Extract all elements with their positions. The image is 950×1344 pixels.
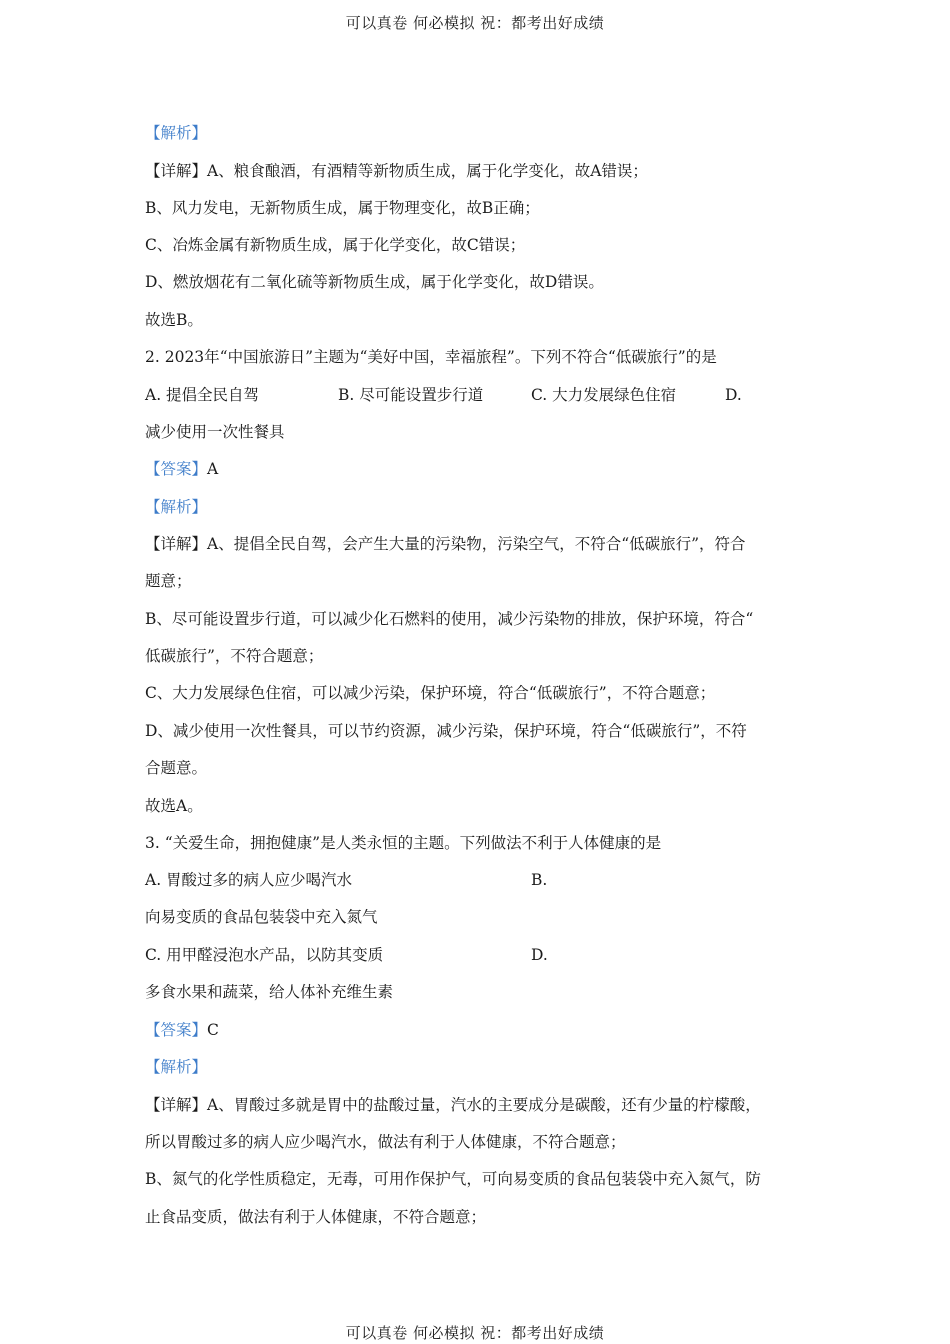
detail-line — [145, 533, 810, 555]
option-a: A. 提倡全民自驾 — [145, 386, 260, 404]
page-header: 可以真卷 何必模拟 祝：都考出好成绩 — [345, 14, 605, 32]
option-d-text: 减少使用一次性餐具 — [145, 423, 285, 441]
detail-text: A、胃酸过多就是胃中的盐酸过量，汽水的主要成分是碳酸，还有少量的柠檬酸， — [207, 1096, 761, 1114]
detail-line: C、冶炼金属有新物质生成，属于化学变化，故C错误； — [145, 236, 526, 254]
question-3: 3. “关爱生命，拥抱健康”是人类永恒的主题。下列做法不利于人体健康的是 — [145, 834, 662, 852]
option-d: D. — [725, 386, 742, 404]
option-c: C. 大力发展绿色住宿 — [531, 386, 677, 404]
detail-tag: 【详解】 — [145, 162, 208, 180]
option-a: A. 胃酸过多的病人应少喝汽水 — [145, 871, 353, 889]
detail-line: 合题意。 — [145, 759, 208, 777]
detail-text: A、粮食酿酒，有酒精等新物质生成，属于化学变化，故A错误； — [207, 162, 648, 180]
option-b: B. 尽可能设置步行道 — [338, 386, 484, 404]
detail-line: 止食品变质，做法有利于人体健康，不符合题意； — [145, 1208, 487, 1226]
conclusion: 故选B。 — [145, 311, 203, 329]
option-b: B. — [531, 871, 548, 889]
detail-line: C、大力发展绿色住宿，可以减少污染，保护环境，符合“低碳旅行”，不符合题意； — [145, 684, 716, 702]
detail-line: 低碳旅行”，不符合题意； — [145, 647, 324, 665]
question-2: 2. 2023年“中国旅游日”主题为“美好中国，幸福旅程”。下列不符合“低碳旅行”的是 — [145, 348, 717, 366]
answer-tag: 【答案】 — [145, 1021, 208, 1039]
detail-line: D、减少使用一次性餐具，可以节约资源，减少污染，保护环境，符合“低碳旅行”，不符 — [145, 722, 747, 740]
answer-tag: 【答案】 — [145, 460, 208, 478]
conclusion: 故选A。 — [145, 797, 203, 815]
page-footer: 可以真卷 何必模拟 祝：都考出好成绩 — [345, 1324, 605, 1342]
option-b-text: 向易变质的食品包装袋中充入氮气 — [145, 908, 378, 926]
detail-line — [145, 160, 810, 182]
answer-value: A — [207, 460, 219, 478]
option-c: C. 用甲醛浸泡水产品，以防其变质 — [145, 946, 384, 964]
detail-line: B、风力发电，无新物质生成，属于物理变化，故B正确； — [145, 199, 540, 217]
option-d: D. — [531, 946, 548, 964]
detail-text: A、提倡全民自驾，会产生大量的污染物，污染空气，不符合“低碳旅行”，符合 — [207, 535, 746, 553]
analysis-tag: 【解析】 — [145, 498, 208, 516]
option-d-text: 多食水果和蔬菜，给人体补充维生素 — [145, 983, 394, 1001]
answer-line — [145, 458, 810, 480]
detail-line: 题意； — [145, 572, 192, 590]
analysis-tag: 【解析】 — [145, 124, 208, 142]
detail-line: B、氮气的化学性质稳定，无毒，可用作保护气，可向易变质的食品包装袋中充入氮气，防 — [145, 1170, 761, 1188]
detail-line: D、燃放烟花有二氧化硫等新物质生成，属于化学变化，故D错误。 — [145, 273, 604, 291]
detail-line — [145, 1094, 810, 1116]
detail-line: 所以胃酸过多的病人应少喝汽水，做法有利于人体健康，不符合题意； — [145, 1133, 626, 1151]
answer-line — [145, 1019, 810, 1041]
analysis-tag: 【解析】 — [145, 1058, 208, 1076]
answer-value: C — [207, 1021, 219, 1039]
detail-tag: 【详解】 — [145, 1096, 208, 1114]
detail-tag: 【详解】 — [145, 535, 208, 553]
detail-line: B、尽可能设置步行道，可以减少化石燃料的使用，减少污染物的排放，保护环境，符合“ — [145, 610, 754, 628]
